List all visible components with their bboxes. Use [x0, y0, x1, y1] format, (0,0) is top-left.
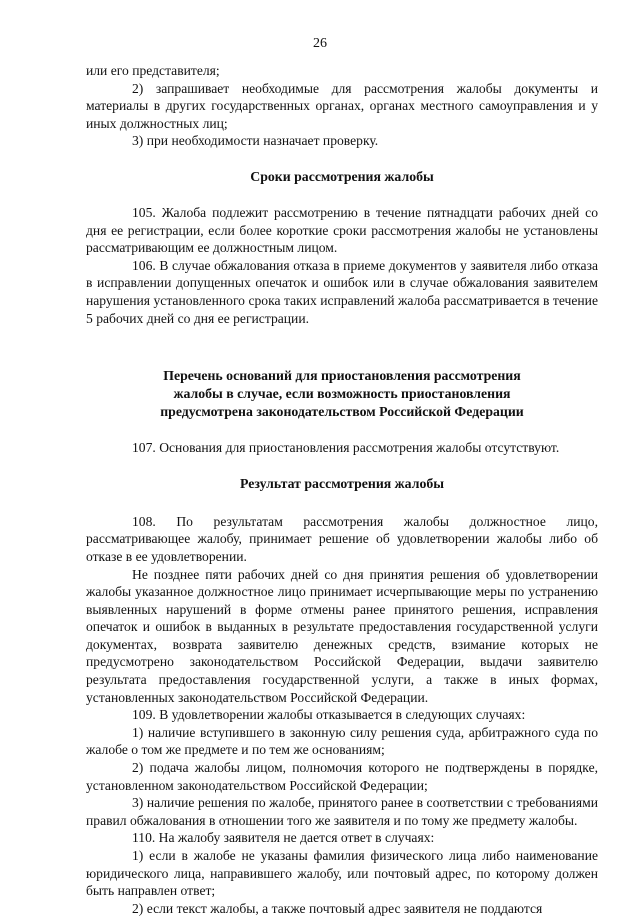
paragraph-108-continued: Не позднее пяти рабочих дней со дня принятия решения об удовлетворении жалобы указанное должностное лицо принимает исчерпывающие меры по устранению выявленных нарушений в форме отмены ранее принятого решения, исправления опечаток и ошибок в выданных в результате предоставления государственной услуги документах, возврата заявителю денежных средств, взимание которых не предусмотрено законодательством Российской Федерации, выдачи заявителю результата предоставления государственной услуги, а также в иных формах, установленных законодательством Российской Федерации. — [86, 566, 598, 705]
list-item-2: 2) запрашивает необходимые для рассмотрения жалобы документы и материалы в других государственных органах, органах местного самоуправления и у иных должностных лиц; — [86, 80, 598, 131]
list-item-109-2: 2) подача жалобы лицом, полномочия которого не подтверждены в порядке, установленном законодательством Российской Федерации; — [86, 760, 598, 793]
paragraph-105: 105. Жалоба подлежит рассмотрению в течение пятнадцати рабочих дней со дня ее регистрации, если более короткие сроки рассмотрения жалобы не установлены рассматривающим ее должностным лицом. — [86, 204, 598, 256]
section-heading-terms: Сроки рассмотрения жалобы — [250, 168, 434, 184]
list-item-109-3: 3) наличие решения по жалобе, принятого ранее в соответствии с требованиями правил обжалования в отношении того же заявителя и по тому же предмету жалобы. — [86, 795, 598, 828]
heading-line: жалобы в случае, если возможность приостановления — [173, 386, 511, 402]
heading-line: предусмотрена законодательством Российской Федерации — [160, 404, 524, 420]
heading-line: Перечень оснований для приостановления рассмотрения — [163, 368, 521, 384]
paragraph-continuation: или его представителя; — [86, 63, 220, 78]
page-content — [86, 62, 598, 917]
list-item-109-1: 1) наличие вступившего в законную силу решения суда, арбитражного суда по жалобе о том же предмете и по тем же основаниям; — [86, 724, 598, 758]
page-number: 26 — [313, 36, 327, 51]
paragraph-106: 106. В случае обжалования отказа в приеме документов у заявителя либо отказа в исправлении допущенных опечаток и ошибок или в случае обжалования заявителем нарушения установленного срока таких исправлений жалоба рассматривается в течение 5 рабочих дней со дня ее регистрации. — [86, 257, 598, 326]
paragraph-107: 107. Основания для приостановления рассмотрения жалобы отсутствуют. — [132, 440, 560, 456]
list-item-110-2: 2) если текст жалобы, а также почтовый адрес заявителя не поддаются — [132, 900, 543, 916]
list-item-3: 3) при необходимости назначает проверку. — [132, 133, 379, 149]
paragraph-108: 108. По результатам рассмотрения жалобы должностное лицо, рассматривающее жалобу, принимает решение об удовлетворении жалобы либо об отказе в ее удовлетворении. — [86, 513, 598, 564]
section-heading-result: Результат рассмотрения жалобы — [239, 475, 445, 491]
paragraph-109: 109. В удовлетворении жалобы отказывается в следующих случаях: — [132, 707, 526, 723]
section-heading-suspension — [86, 367, 598, 421]
list-item-110-1: 1) если в жалобе не указаны фамилия физического лица либо наименование юридического лица, направившего жалобу, или почтовый адрес, по которому должен быть направлен ответ; — [86, 848, 598, 899]
paragraph-110: 110. На жалобу заявителя не дается ответ в случаях: — [132, 830, 435, 846]
